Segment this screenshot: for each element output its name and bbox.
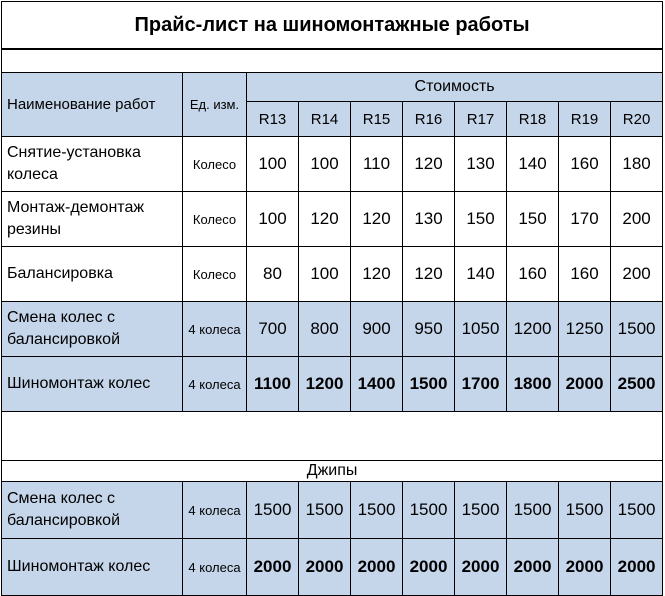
price-cell: 2000 (507, 539, 559, 596)
price-cell: 2000 (299, 539, 351, 596)
service-unit: Колесо (183, 247, 247, 302)
price-cell: 160 (559, 247, 611, 302)
price-cell: 140 (455, 247, 507, 302)
column-header-size: R13 (247, 102, 299, 137)
service-name: Смена колес с балансировкой (2, 482, 183, 539)
table-row (2, 357, 663, 412)
column-header-size: R20 (611, 102, 663, 137)
price-cell: 120 (299, 192, 351, 247)
column-header-cost: Стоимость (247, 73, 663, 102)
column-header-size: R18 (507, 102, 559, 137)
price-cell: 1500 (611, 302, 663, 357)
service-unit: Колесо (183, 137, 247, 192)
price-cell: 1400 (351, 357, 403, 412)
price-cell: 100 (299, 247, 351, 302)
price-cell: 2000 (559, 357, 611, 412)
price-cell: 900 (351, 302, 403, 357)
price-cell: 2000 (611, 539, 663, 596)
price-cell: 200 (611, 247, 663, 302)
price-cell: 120 (351, 247, 403, 302)
price-cell: 1200 (507, 302, 559, 357)
price-cell: 130 (455, 137, 507, 192)
price-cell: 1500 (403, 482, 455, 539)
price-table (1, 1, 663, 596)
price-cell: 140 (507, 137, 559, 192)
price-cell: 200 (611, 192, 663, 247)
service-unit: 4 колеса (183, 539, 247, 596)
table-row (2, 247, 663, 302)
price-cell: 110 (351, 137, 403, 192)
price-cell: 2000 (455, 539, 507, 596)
service-name: Шиномонтаж колес (2, 539, 183, 596)
price-cell: 2000 (247, 539, 299, 596)
column-header-size: R17 (455, 102, 507, 137)
price-cell: 1200 (299, 357, 351, 412)
price-cell: 1500 (351, 482, 403, 539)
price-cell: 1500 (247, 482, 299, 539)
price-cell: 1800 (507, 357, 559, 412)
price-cell: 1050 (455, 302, 507, 357)
price-cell: 1100 (247, 357, 299, 412)
price-cell: 130 (403, 192, 455, 247)
price-cell: 120 (351, 192, 403, 247)
price-cell: 1500 (507, 482, 559, 539)
table-row (2, 482, 663, 539)
price-cell: 800 (299, 302, 351, 357)
table-row (2, 539, 663, 596)
column-header-size: R19 (559, 102, 611, 137)
price-cell: 150 (507, 192, 559, 247)
price-cell: 100 (247, 192, 299, 247)
price-cell: 160 (559, 137, 611, 192)
service-unit: 4 колеса (183, 302, 247, 357)
price-cell: 160 (507, 247, 559, 302)
price-cell: 1500 (299, 482, 351, 539)
price-cell: 1500 (611, 482, 663, 539)
service-name: Шиномонтаж колес (2, 357, 183, 412)
price-cell: 120 (403, 137, 455, 192)
price-cell: 2500 (611, 357, 663, 412)
price-cell: 120 (403, 247, 455, 302)
price-cell: 180 (611, 137, 663, 192)
price-cell: 700 (247, 302, 299, 357)
page-title: Прайс-лист на шиномонтажные работы (2, 2, 663, 50)
table-row (2, 137, 663, 192)
service-name: Снятие-установка колеса (2, 137, 183, 192)
price-cell: 1500 (559, 482, 611, 539)
table-row (2, 192, 663, 247)
price-cell: 170 (559, 192, 611, 247)
column-header-unit: Ед. изм. (183, 73, 247, 137)
column-header-name: Наименование работ (2, 73, 183, 137)
column-header-size: R14 (299, 102, 351, 137)
table-row (2, 302, 663, 357)
price-cell: 80 (247, 247, 299, 302)
blank-row (2, 49, 663, 73)
service-name: Смена колес с балансировкой (2, 302, 183, 357)
price-cell: 100 (247, 137, 299, 192)
price-cell: 1500 (403, 357, 455, 412)
service-name: Балансировка (2, 247, 183, 302)
service-unit: 4 колеса (183, 357, 247, 412)
section-spacer (2, 412, 663, 461)
section-label-jeeps: Джипы (2, 461, 663, 482)
price-cell: 2000 (351, 539, 403, 596)
service-unit: Колесо (183, 192, 247, 247)
service-name: Монтаж-демонтаж резины (2, 192, 183, 247)
price-cell: 1250 (559, 302, 611, 357)
price-cell: 2000 (403, 539, 455, 596)
price-cell: 950 (403, 302, 455, 357)
service-unit: 4 колеса (183, 482, 247, 539)
price-cell: 2000 (559, 539, 611, 596)
column-header-size: R16 (403, 102, 455, 137)
price-cell: 150 (455, 192, 507, 247)
price-cell: 1500 (455, 482, 507, 539)
column-header-size: R15 (351, 102, 403, 137)
price-cell: 100 (299, 137, 351, 192)
price-cell: 1700 (455, 357, 507, 412)
